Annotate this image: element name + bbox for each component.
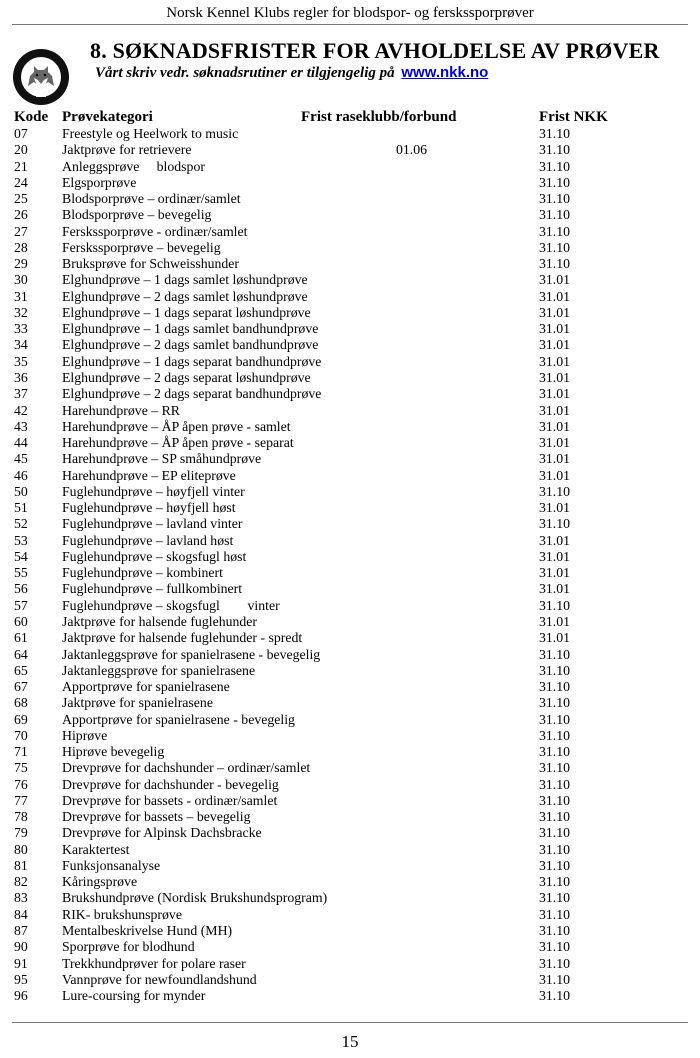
page-number: 15 xyxy=(341,1032,359,1051)
row-category: Funksjonsanalyse xyxy=(62,857,161,873)
row-category: Freestyle og Heelwork to music xyxy=(62,126,239,141)
row-category: Harehundprøve – RR xyxy=(62,402,181,418)
row-nkk-deadline: 31.10 xyxy=(539,923,571,939)
row-nkk-deadline: 31.10 xyxy=(539,239,571,255)
table-row xyxy=(0,614,700,630)
nkk-link[interactable]: www.nkk.no xyxy=(401,64,489,81)
row-nkk-deadline: 31.01 xyxy=(539,435,571,451)
row-category: Harehundprøve – ÅP åpen prøve - samlet xyxy=(62,418,291,434)
row-category: Hiprøve xyxy=(62,727,108,743)
row-category: Blodsporprøve – ordinær/samlet xyxy=(62,191,241,207)
table-row xyxy=(0,565,700,581)
row-code: 07 xyxy=(14,126,28,141)
table-row xyxy=(0,972,700,988)
table-row xyxy=(0,581,700,597)
row-nkk-deadline: 31.10 xyxy=(539,971,571,987)
table-row xyxy=(0,988,700,1004)
row-code: 64 xyxy=(14,646,28,662)
row-nkk-deadline: 31.10 xyxy=(539,906,571,922)
row-code: 24 xyxy=(14,174,28,190)
row-code: 35 xyxy=(14,353,28,369)
row-nkk-deadline: 31.10 xyxy=(539,695,571,711)
table-row xyxy=(0,923,700,939)
row-nkk-deadline: 31.10 xyxy=(539,988,571,1004)
table-row xyxy=(0,272,700,288)
row-code: 76 xyxy=(14,776,28,792)
row-category: Drevprøve for Alpinsk Dachsbracke xyxy=(62,825,262,841)
row-category: Anleggsprøve blodspor xyxy=(62,158,205,174)
row-category: RIK- brukshunsprøve xyxy=(62,906,182,922)
row-nkk-deadline: 31.01 xyxy=(539,565,571,581)
row-code: 53 xyxy=(14,532,28,548)
row-nkk-deadline: 31.10 xyxy=(539,223,571,239)
table-row xyxy=(0,321,700,337)
row-category: Mentalbeskrivelse Hund (MH) xyxy=(62,923,233,939)
row-category: Fuglehundprøve – lavland vinter xyxy=(62,516,243,532)
row-nkk-deadline: 31.10 xyxy=(539,727,571,743)
row-nkk-deadline: 31.10 xyxy=(539,890,571,906)
row-code: 44 xyxy=(14,435,28,451)
table-row xyxy=(0,126,700,142)
row-code: 20 xyxy=(14,142,28,158)
row-category: Harehundprøve – EP eliteprøve xyxy=(62,467,236,483)
row-category: Trekkhundprøver for polare raser xyxy=(62,955,246,971)
row-category: Elghundprøve – 1 dags samlet bandhundprøve xyxy=(62,321,319,337)
row-nkk-deadline: 31.10 xyxy=(539,939,571,955)
row-category: Kåringsprøve xyxy=(62,874,138,890)
row-code: 54 xyxy=(14,548,28,564)
row-code: 30 xyxy=(14,272,28,288)
footer-divider xyxy=(12,1022,688,1023)
row-category: Fuglehundprøve – fullkombinert xyxy=(62,581,243,597)
table-row xyxy=(0,354,700,370)
row-category: Drevprøve for bassets - ordinær/samlet xyxy=(62,792,278,808)
table-row xyxy=(0,533,700,549)
table-row xyxy=(0,695,700,711)
table-row xyxy=(0,191,700,207)
row-category: Hiprøve bevegelig xyxy=(62,744,165,760)
row-nkk-deadline: 31.10 xyxy=(539,760,571,776)
row-nkk-deadline: 31.10 xyxy=(539,874,571,890)
row-code: 37 xyxy=(14,386,28,402)
row-category: Harehundprøve – ÅP åpen prøve - separat xyxy=(62,435,294,451)
table-row xyxy=(0,760,700,776)
row-nkk-deadline: 31.01 xyxy=(539,321,571,337)
row-code: 28 xyxy=(14,239,28,255)
row-nkk-deadline: 31.10 xyxy=(539,809,571,825)
row-nkk-deadline: 31.10 xyxy=(539,516,571,532)
row-code: 29 xyxy=(14,256,28,272)
row-code: 84 xyxy=(14,906,28,922)
row-code: 42 xyxy=(14,402,28,418)
table-row xyxy=(0,809,700,825)
row-nkk-deadline: 31.01 xyxy=(539,548,571,564)
header-nkk-deadline: Frist NKK xyxy=(539,109,608,125)
row-code: 70 xyxy=(14,727,28,743)
row-nkk-deadline: 31.10 xyxy=(539,256,571,272)
table-row xyxy=(0,712,700,728)
row-code: 45 xyxy=(14,451,28,467)
row-category: Ferskssporprøve - ordinær/samlet xyxy=(62,223,248,239)
table-row xyxy=(0,516,700,532)
row-code: 90 xyxy=(14,939,28,955)
row-category: Jaktanleggsprøve for spanielrasene xyxy=(62,662,256,678)
row-nkk-deadline: 31.10 xyxy=(539,792,571,808)
row-category: Jaktprøve for halsende fuglehunder xyxy=(62,613,258,629)
row-category: Drevprøve for dachshunder - bevegelig xyxy=(62,776,279,792)
row-code: 46 xyxy=(14,467,28,483)
row-code: 33 xyxy=(14,321,28,337)
row-code: 87 xyxy=(14,923,28,939)
table-row xyxy=(0,451,700,467)
row-nkk-deadline: 31.01 xyxy=(539,402,571,418)
row-code: 61 xyxy=(14,630,28,646)
row-nkk-deadline: 31.10 xyxy=(539,711,571,727)
row-category: Karaktertest xyxy=(62,841,130,857)
table-row xyxy=(0,549,700,565)
table-row xyxy=(0,386,700,402)
row-category: Elghundprøve – 1 dags separat bandhundprøve xyxy=(62,353,322,369)
table-row xyxy=(0,890,700,906)
header-club-deadline: Frist raseklubb/forbund xyxy=(301,109,457,125)
row-code: 31 xyxy=(14,288,28,304)
row-category: Fuglehundprøve – skogsfugl høst xyxy=(62,548,247,564)
table-body xyxy=(0,126,700,1004)
row-category: Fuglehundprøve – lavland høst xyxy=(62,532,234,548)
row-category: Ferskssporprøve – bevegelig xyxy=(62,239,221,255)
row-category: Drevprøve for bassets – bevegelig xyxy=(62,809,251,825)
row-code: 26 xyxy=(14,207,28,223)
row-nkk-deadline: 31.01 xyxy=(539,353,571,369)
row-code: 67 xyxy=(14,679,28,695)
row-code: 81 xyxy=(14,857,28,873)
row-category: Fuglehundprøve – kombinert xyxy=(62,565,223,581)
table-row xyxy=(0,468,700,484)
row-code: 27 xyxy=(14,223,28,239)
row-code: 25 xyxy=(14,191,28,207)
table-row xyxy=(0,435,700,451)
row-nkk-deadline: 31.10 xyxy=(539,142,571,158)
row-category: Elghundprøve – 2 dags separat bandhundprøve xyxy=(62,386,322,402)
table-row xyxy=(0,598,700,614)
row-nkk-deadline: 31.01 xyxy=(539,630,571,646)
subtitle-text: Vårt skriv vedr. søknadsrutiner er tilgjengelig på xyxy=(95,65,395,81)
row-category: Jaktprøve for spanielrasene xyxy=(62,695,213,711)
table-row xyxy=(0,240,700,256)
row-category: Sporprøve for blodhund xyxy=(62,939,195,955)
row-nkk-deadline: 31.10 xyxy=(539,744,571,760)
header-code: Kode xyxy=(14,109,49,125)
row-nkk-deadline: 31.01 xyxy=(539,272,571,288)
row-nkk-deadline: 31.01 xyxy=(539,418,571,434)
table-row xyxy=(0,289,700,305)
row-code: 36 xyxy=(14,369,28,385)
nkk-dog-logo-icon xyxy=(12,48,70,106)
row-category: Jaktprøve for halsende fuglehunder - spredt xyxy=(62,630,303,646)
table-row xyxy=(0,175,700,191)
table-row xyxy=(0,630,700,646)
row-code: 43 xyxy=(14,418,28,434)
row-category: Elghundprøve – 1 dags separat løshundprøve xyxy=(62,304,311,320)
row-code: 80 xyxy=(14,841,28,857)
table-row xyxy=(0,907,700,923)
row-category: Lure-coursing for mynder xyxy=(62,988,206,1004)
row-nkk-deadline: 31.01 xyxy=(539,386,571,402)
row-nkk-deadline: 31.10 xyxy=(539,126,571,141)
table-row xyxy=(0,874,700,890)
row-code: 69 xyxy=(14,711,28,727)
table-row xyxy=(0,419,700,435)
row-nkk-deadline: 31.01 xyxy=(539,532,571,548)
row-category: Jaktprøve for retrievere xyxy=(62,142,192,158)
table-row xyxy=(0,207,700,223)
row-nkk-deadline: 31.10 xyxy=(539,955,571,971)
row-category: Bruksprøve for Schweisshunder xyxy=(62,256,240,272)
table-row xyxy=(0,956,700,972)
row-category: Elghundprøve – 1 dags samlet løshundprøve xyxy=(62,272,308,288)
table-row xyxy=(0,484,700,500)
table-row xyxy=(0,142,700,158)
running-header: Norsk Kennel Klubs regler for blodspor- og ferskssporprøver xyxy=(166,5,534,21)
row-category: Jaktanleggsprøve for spanielrasene - bevegelig xyxy=(62,646,321,662)
row-nkk-deadline: 31.10 xyxy=(539,597,571,613)
row-nkk-deadline: 31.01 xyxy=(539,337,571,353)
row-category: Fuglehundprøve – høyfjell høst xyxy=(62,500,236,516)
row-category: Elghundprøve – 2 dags samlet løshundprøve xyxy=(62,288,308,304)
row-nkk-deadline: 31.01 xyxy=(539,613,571,629)
row-code: 60 xyxy=(14,613,28,629)
table-row xyxy=(0,663,700,679)
header-category: Prøvekategori xyxy=(62,109,153,125)
row-category: Blodsporprøve – bevegelig xyxy=(62,207,212,223)
row-nkk-deadline: 31.10 xyxy=(539,483,571,499)
row-code: 34 xyxy=(14,337,28,353)
row-category: Apportprøve for spanielrasene xyxy=(62,679,230,695)
subtitle xyxy=(95,64,488,82)
row-nkk-deadline: 31.10 xyxy=(539,841,571,857)
row-code: 50 xyxy=(14,483,28,499)
row-code: 56 xyxy=(14,581,28,597)
row-nkk-deadline: 31.01 xyxy=(539,288,571,304)
row-nkk-deadline: 31.01 xyxy=(539,451,571,467)
table-row xyxy=(0,403,700,419)
row-nkk-deadline: 31.10 xyxy=(539,191,571,207)
row-category: Drevprøve for dachshunder – ordinær/samlet xyxy=(62,760,311,776)
row-code: 91 xyxy=(14,955,28,971)
table-row xyxy=(0,858,700,874)
row-category: Apportprøve for spanielrasene - bevegelig xyxy=(62,711,295,727)
row-nkk-deadline: 31.10 xyxy=(539,679,571,695)
row-nkk-deadline: 31.10 xyxy=(539,662,571,678)
page-title: 8. SØKNADSFRISTER FOR AVHOLDELSE AV PRØVER xyxy=(90,38,660,63)
row-nkk-deadline: 31.10 xyxy=(539,825,571,841)
row-code: 32 xyxy=(14,304,28,320)
row-code: 79 xyxy=(14,825,28,841)
row-code: 65 xyxy=(14,662,28,678)
table-row xyxy=(0,159,700,175)
row-code: 68 xyxy=(14,695,28,711)
row-code: 95 xyxy=(14,971,28,987)
table-row xyxy=(0,728,700,744)
row-category: Elgsporprøve xyxy=(62,174,137,190)
table-row xyxy=(0,256,700,272)
table-row xyxy=(0,370,700,386)
row-category: Vannprøve for newfoundlandshund xyxy=(62,971,257,987)
row-nkk-deadline: 31.01 xyxy=(539,304,571,320)
row-code: 75 xyxy=(14,760,28,776)
row-nkk-deadline: 31.10 xyxy=(539,207,571,223)
table-row xyxy=(0,305,700,321)
row-category: Brukshundprøve (Nordisk Brukshundsprogram) xyxy=(62,890,328,906)
row-nkk-deadline: 31.01 xyxy=(539,467,571,483)
header-divider xyxy=(12,24,688,25)
table-row xyxy=(0,939,700,955)
row-nkk-deadline: 31.10 xyxy=(539,158,571,174)
row-code: 71 xyxy=(14,744,28,760)
table-row xyxy=(0,842,700,858)
table-row xyxy=(0,777,700,793)
table-row xyxy=(0,744,700,760)
table-row xyxy=(0,500,700,516)
row-nkk-deadline: 31.10 xyxy=(539,857,571,873)
row-nkk-deadline: 31.01 xyxy=(539,369,571,385)
row-code: 82 xyxy=(14,874,28,890)
row-category: Elghundprøve – 2 dags separat løshundprøve xyxy=(62,369,311,385)
row-code: 51 xyxy=(14,500,28,516)
row-club-deadline: 01.06 xyxy=(396,142,428,158)
row-nkk-deadline: 31.01 xyxy=(539,500,571,516)
row-category: Fuglehundprøve – skogsfugl vinter xyxy=(62,597,280,613)
table-row xyxy=(0,647,700,663)
row-code: 77 xyxy=(14,792,28,808)
table-row xyxy=(0,793,700,809)
table-header xyxy=(0,109,700,127)
row-code: 83 xyxy=(14,890,28,906)
row-nkk-deadline: 31.01 xyxy=(539,581,571,597)
row-code: 78 xyxy=(14,809,28,825)
row-code: 21 xyxy=(14,158,28,174)
row-category: Fuglehundprøve – høyfjell vinter xyxy=(62,483,245,499)
table-row xyxy=(0,337,700,353)
row-category: Elghundprøve – 2 dags samlet bandhundprøve xyxy=(62,337,319,353)
row-category: Harehundprøve – SP småhundprøve xyxy=(62,451,262,467)
table-row xyxy=(0,825,700,841)
row-code: 96 xyxy=(14,988,28,1004)
row-nkk-deadline: 31.10 xyxy=(539,776,571,792)
row-nkk-deadline: 31.10 xyxy=(539,646,571,662)
row-nkk-deadline: 31.10 xyxy=(539,174,571,190)
table-row xyxy=(0,224,700,240)
row-code: 57 xyxy=(14,597,28,613)
row-code: 55 xyxy=(14,565,28,581)
table-row xyxy=(0,679,700,695)
row-code: 52 xyxy=(14,516,28,532)
